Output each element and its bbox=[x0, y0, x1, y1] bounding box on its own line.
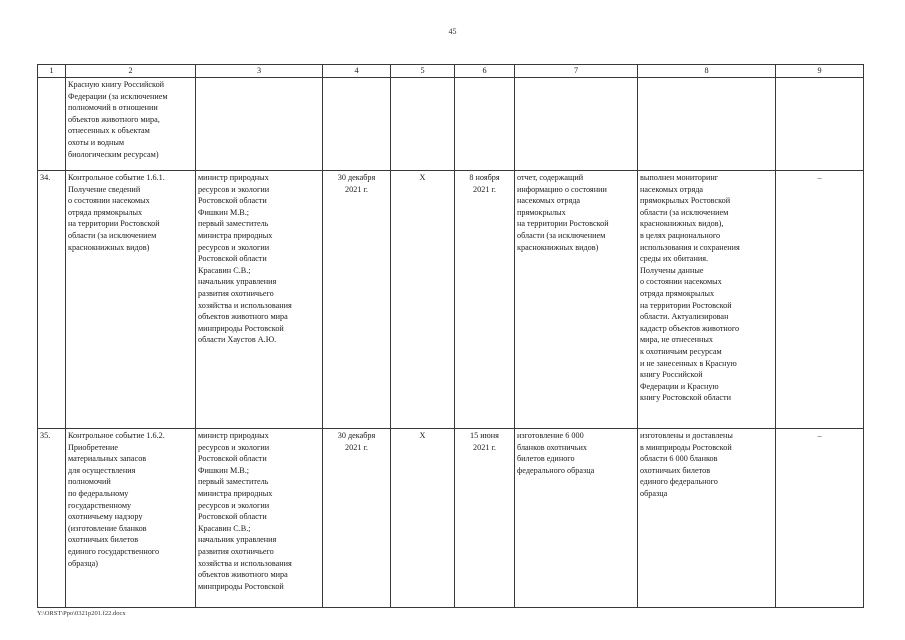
text-line: хозяйства и использования bbox=[198, 300, 292, 310]
text-line: к охотничьим ресурсам bbox=[640, 346, 722, 356]
text-line: минприроды Ростовской bbox=[198, 581, 284, 591]
mark-cell: X bbox=[391, 429, 455, 608]
header-cell-2: 2 bbox=[66, 65, 196, 78]
text-line: Ростовской области bbox=[198, 254, 267, 264]
text-line: о состоянии насекомых bbox=[640, 277, 722, 287]
text-line: отряда прямокрылых bbox=[68, 207, 143, 217]
text-line: Красную книгу Российской bbox=[68, 80, 165, 89]
text-line: информацию о состоянии bbox=[517, 184, 607, 194]
header-cell-5: 5 bbox=[391, 65, 455, 78]
text-line: области (за исключением bbox=[68, 230, 157, 240]
text-line: Красавин С.В.; bbox=[198, 265, 251, 275]
text-line: полномочий bbox=[68, 477, 111, 487]
achieved-result bbox=[638, 171, 776, 429]
text-line: прямокрылых Ростовской bbox=[640, 196, 731, 206]
text-line: на территории Ростовской bbox=[517, 219, 609, 229]
text-line: краснокнижных видов), bbox=[640, 219, 724, 229]
header-cell-4: 4 bbox=[323, 65, 391, 78]
text-line: первый заместитель bbox=[198, 477, 269, 487]
text-line: министр природных bbox=[198, 431, 269, 440]
text-line: выполнен мониторинг bbox=[640, 173, 719, 182]
text-line: министр природных bbox=[198, 173, 269, 182]
text-line: ресурсов и экологии bbox=[198, 442, 270, 452]
text-line: области Хаустов А.Ю. bbox=[198, 335, 277, 345]
text-line: Ростовской области bbox=[198, 512, 267, 522]
header-cell-7: 7 bbox=[515, 65, 638, 78]
continuation-row bbox=[38, 78, 864, 171]
text-line: федерального образца bbox=[517, 465, 595, 475]
text-line: образца) bbox=[68, 558, 98, 568]
text-line: отряда прямокрылых bbox=[640, 288, 715, 298]
header-row bbox=[38, 65, 864, 78]
planned-date bbox=[323, 429, 391, 608]
text-line: среды их обитания. bbox=[640, 254, 709, 264]
text-line: для осуществления bbox=[68, 465, 136, 475]
text-line: единого государственного bbox=[68, 546, 160, 556]
row-number: 34. bbox=[38, 171, 66, 429]
text-line: Ростовской области bbox=[198, 196, 267, 206]
table-row bbox=[38, 429, 864, 608]
text-line: охотничьих билетов bbox=[68, 535, 139, 545]
actual-date bbox=[455, 429, 515, 608]
text-line: изготовлены и доставлены bbox=[640, 431, 733, 440]
file-path-footer: Y:\ORST\Ppo\0321p201.f22.docx bbox=[37, 610, 126, 617]
achieved-result bbox=[638, 429, 776, 608]
header-cell-6: 6 bbox=[455, 65, 515, 78]
text-line: охотничьему надзору bbox=[68, 512, 143, 522]
expected-result bbox=[515, 171, 638, 429]
text-line: области 6 000 бланков bbox=[640, 454, 718, 464]
text-line: области (за исключением bbox=[517, 230, 606, 240]
text-line: книгу Российской bbox=[640, 370, 703, 380]
text-line: отчет, содержащий bbox=[517, 173, 584, 182]
text-line: Фишкин М.В.; bbox=[198, 207, 250, 217]
text-line: Красавин С.В.; bbox=[198, 523, 251, 533]
text-line: и не занесенных в Красную bbox=[640, 358, 737, 368]
text-line: Приобретение bbox=[68, 442, 118, 452]
text-line: Федерации и Красную bbox=[640, 381, 719, 391]
text-line: насекомых отряда bbox=[640, 184, 704, 194]
text-line: Получение сведений bbox=[68, 184, 141, 194]
text-line: начальник управления bbox=[198, 535, 277, 545]
text-line: кадастр объектов животного bbox=[640, 323, 740, 333]
page-number: 45 bbox=[448, 27, 457, 36]
text-line: Получены данные bbox=[640, 265, 704, 275]
text-line: о состоянии насекомых bbox=[68, 196, 150, 206]
text-line: полномочий в отношении bbox=[68, 103, 158, 113]
text-line: Контрольное событие 1.6.1. bbox=[68, 173, 165, 182]
text-line: насекомых отряда bbox=[517, 196, 581, 206]
text-line: Ростовской области bbox=[198, 454, 267, 464]
report-table bbox=[37, 64, 864, 608]
text-line: по федеральному bbox=[68, 488, 129, 498]
text-line: объектов животного мира, bbox=[68, 114, 160, 124]
text-line: в целях рационального bbox=[640, 230, 721, 240]
text-line: 2021 г. bbox=[473, 442, 496, 452]
text-line: ресурсов и экологии bbox=[198, 184, 270, 194]
text-line: объектов животного мира bbox=[198, 312, 288, 322]
text-line: книгу Ростовской области bbox=[640, 393, 731, 403]
text-line: 15 июня bbox=[470, 431, 499, 440]
text-line: краснокнижных видов) bbox=[68, 242, 150, 252]
text-line: первый заместитель bbox=[198, 219, 269, 229]
text-line: области (за исключением bbox=[640, 207, 729, 217]
text-line: изготовление 6 000 bbox=[517, 431, 584, 440]
text-line: начальник управления bbox=[198, 277, 277, 287]
text-line: охоты и водным bbox=[68, 137, 125, 147]
row-number: 35. bbox=[38, 429, 66, 608]
text-line: министра природных bbox=[198, 488, 273, 498]
text-line: 2021 г. bbox=[345, 184, 368, 194]
responsible-persons bbox=[196, 171, 323, 429]
text-line: объектов животного мира bbox=[198, 570, 288, 580]
text-line: на территории Ростовской bbox=[640, 300, 732, 310]
text-line: материальных запасов bbox=[68, 454, 147, 464]
expected-result bbox=[515, 429, 638, 608]
text-line: минприроды Ростовской bbox=[198, 323, 284, 333]
text-line: государственному bbox=[68, 500, 132, 510]
text-line: 2021 г. bbox=[345, 442, 368, 452]
mark-cell: X bbox=[391, 171, 455, 429]
text-line: образца bbox=[640, 488, 668, 498]
text-line: краснокнижных видов) bbox=[517, 242, 599, 252]
text-line: Фишкин М.В.; bbox=[198, 465, 250, 475]
text-line: охотничьих билетов bbox=[640, 465, 711, 475]
header-cell-8: 8 bbox=[638, 65, 776, 78]
text-line: развития охотничьего bbox=[198, 288, 274, 298]
text-line: 30 декабря bbox=[337, 431, 376, 440]
header-cell-9: 9 bbox=[776, 65, 864, 78]
text-line: биологическим ресурсам) bbox=[68, 149, 159, 159]
actual-date bbox=[455, 171, 515, 429]
text-line: мира, не отнесенных bbox=[640, 335, 713, 345]
text-line: Контрольное событие 1.6.2. bbox=[68, 431, 165, 440]
table-row bbox=[38, 171, 864, 429]
text-line: ресурсов и экологии bbox=[198, 500, 270, 510]
text-line: единого федерального bbox=[640, 477, 718, 487]
header-cell-3: 3 bbox=[196, 65, 323, 78]
text-line: ресурсов и экологии bbox=[198, 242, 270, 252]
note-cell: – bbox=[776, 171, 864, 429]
text-line: области. Актуализирован bbox=[640, 312, 729, 322]
planned-date bbox=[323, 171, 391, 429]
header-cell-1: 1 bbox=[38, 65, 66, 78]
text-line: использования и сохранения bbox=[640, 242, 740, 252]
text-line: 2021 г. bbox=[473, 184, 496, 194]
text-line: бланков охотничьих bbox=[517, 442, 587, 452]
text-line: хозяйства и использования bbox=[198, 558, 292, 568]
event-description bbox=[66, 429, 196, 608]
text-line: развития охотничьего bbox=[198, 546, 274, 556]
text-line: Федерации (за исключением bbox=[68, 91, 168, 101]
text-line: билетов единого bbox=[517, 454, 575, 464]
text-line: министра природных bbox=[198, 230, 273, 240]
responsible-persons bbox=[196, 429, 323, 608]
event-description bbox=[66, 171, 196, 429]
text-line: (изготовление бланков bbox=[68, 523, 147, 533]
text-line: в минприроды Ростовской bbox=[640, 442, 732, 452]
text-line: отнесенных к объектам bbox=[68, 126, 150, 136]
text-line: прямокрылых bbox=[517, 207, 566, 217]
continuation-description bbox=[66, 78, 196, 171]
text-line: 30 декабря bbox=[337, 173, 376, 182]
text-line: на территории Ростовской bbox=[68, 219, 160, 229]
text-line: 8 ноября bbox=[469, 173, 500, 182]
note-cell: – bbox=[776, 429, 864, 608]
